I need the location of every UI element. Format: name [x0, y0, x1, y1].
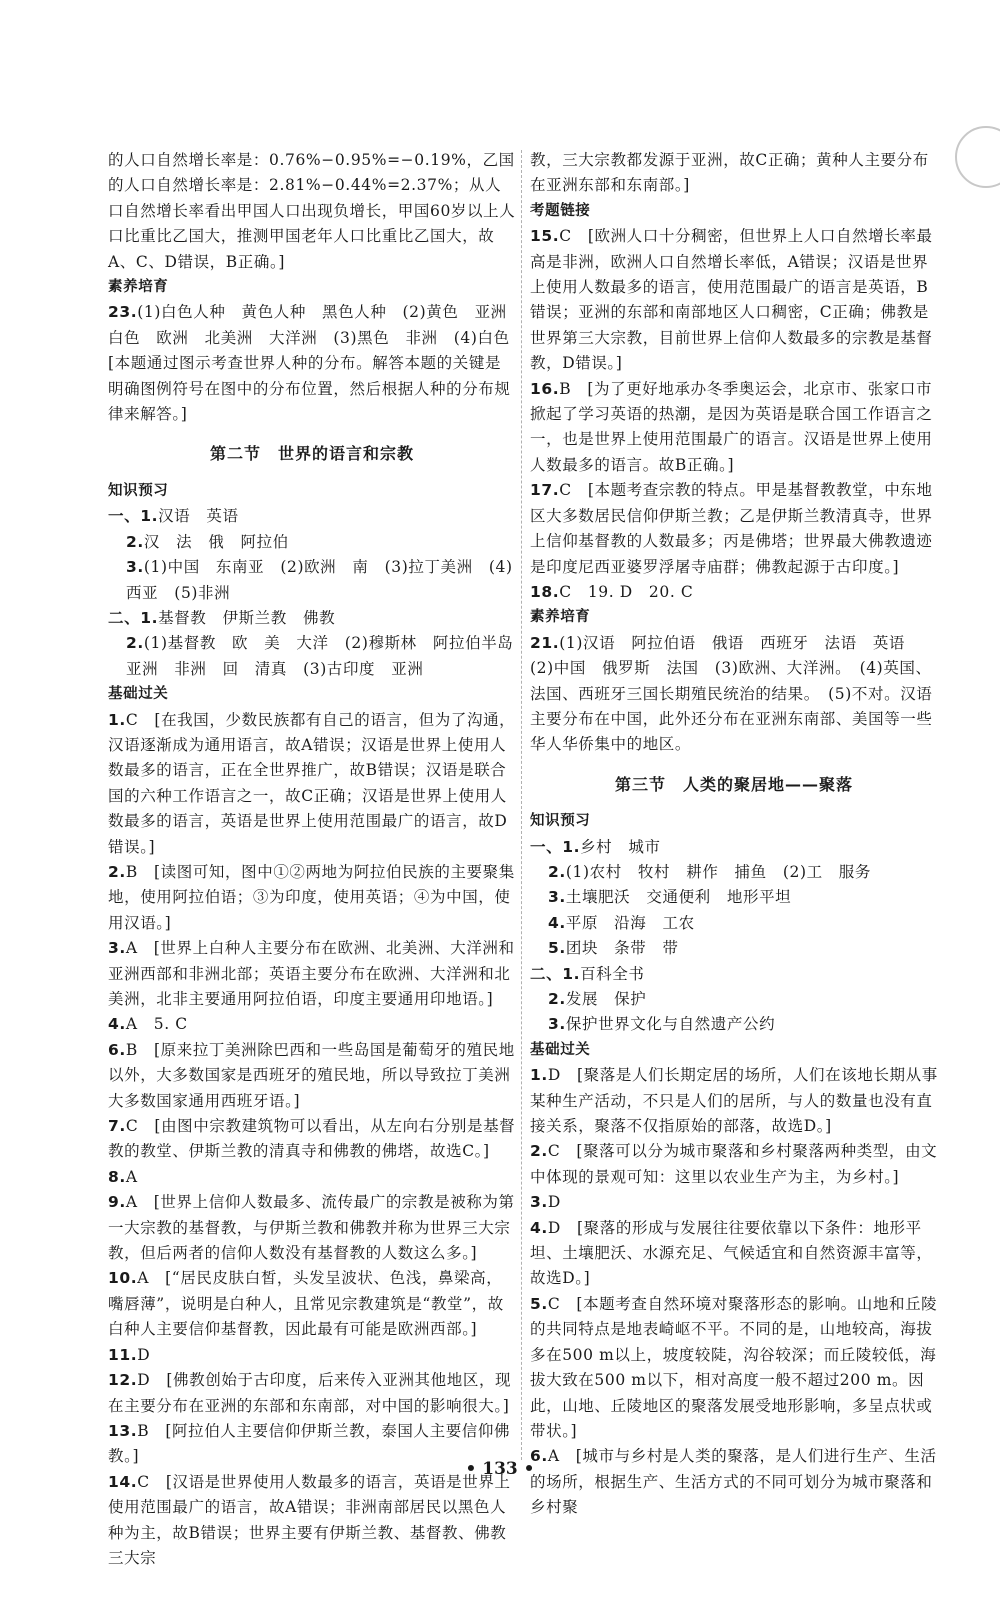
item-text: 团块 条带 带	[565, 939, 679, 958]
item-text: C [汉语是世界使用人数最多的语言，英语是世界上使用范围最广的语言，故A错误；非洲南部居民以黑色人种为主，故B错误；世界主要有伊斯兰教、基督教、佛教三大宗	[108, 1472, 511, 1567]
item-number: 3.	[530, 1193, 548, 1212]
item-number: 3.	[108, 939, 126, 958]
answer-item	[530, 936, 938, 961]
item-number: 1.	[530, 1066, 548, 1085]
answer-item	[530, 860, 938, 885]
item-number: 18.	[530, 582, 560, 601]
answer-item	[108, 504, 516, 529]
answer-item	[530, 1190, 938, 1215]
subsection-heading: 基础过关	[530, 1041, 591, 1058]
answer-item	[108, 936, 516, 1012]
answer-item	[108, 1470, 516, 1572]
item-number: 4.	[548, 913, 566, 932]
item-number: 6.	[108, 1040, 126, 1059]
answer-item	[530, 987, 938, 1012]
answer-item	[530, 1216, 938, 1292]
item-number: 21.	[530, 633, 560, 652]
item-number: 23.	[108, 303, 138, 322]
item-number: 13.	[108, 1421, 138, 1440]
item-text: C [聚落可以分为城市聚落和乡村聚落两种类型，由文中体现的景观可知：这里以农业生产为主，为乡村。]	[530, 1142, 938, 1186]
section-title: 第三节 人类的聚居地——聚落	[614, 774, 853, 794]
item-number: 2.	[126, 532, 144, 551]
answer-item	[108, 708, 516, 860]
item-number: 9.	[108, 1193, 126, 1212]
answer-item	[530, 377, 938, 479]
item-text: B [为了更好地承办冬季奥运会，北京市、张家口市掀起了学习英语的热潮，是因为英语是联合国工作语言之一，也是世界上使用范围最广的语言。汉语是世界上使用人数最多的语言。故B正确。]	[530, 379, 933, 474]
item-number: 二、1.	[530, 964, 581, 983]
item-number: 12.	[108, 1371, 138, 1390]
item-text: (1)白色人种 黄色人种 黑色人种 (2)黄色 亚洲 白色 欧洲 北美洲 大洋洲 (3)黑色 非洲 (4)白色	[108, 303, 523, 347]
section-title: 第二节 世界的语言和宗教	[209, 444, 414, 464]
item-text: B [阿拉伯人主要信仰伊斯兰教，泰国人主要信仰佛教。]	[108, 1421, 511, 1466]
item-text: C [欧洲人口十分稠密，但世界上人口自然增长率最高是非洲，欧洲人口自然增长率低，A错误；汉语是世界上使用人数最多的语言，使用范围最广的语言是英语，B错误；亚洲的东部和南部地区人口稠密，C正确；佛教是世界第三大宗教，目前世界上信仰人数最多的宗教是基督教，D错误。]	[530, 227, 933, 373]
answer-item	[108, 1114, 516, 1165]
item-text: C [由图中宗教建筑物可以看出，从左向右分别是基督教的教堂、伊斯兰教的清真寺和佛教的佛塔，故选C。]	[108, 1117, 516, 1161]
item-text: A 5. C	[125, 1015, 188, 1034]
item-number: 2.	[548, 990, 566, 1008]
answer-item	[530, 580, 938, 605]
answer-item	[108, 1343, 516, 1368]
item-number: 1.	[108, 710, 126, 729]
answer-item	[108, 631, 530, 682]
item-text: D [聚落的形成与发展往往要依靠以下条件：地形平坦、土壤肥沃、水源充足、气候适宜和自然资源丰富等，故选D。]	[530, 1218, 933, 1288]
subsection-heading: 知识预习	[530, 813, 591, 830]
answer-explanation: [本题通过图示考查世界人种的分布。解答本题的关键是明确图例符号在图中的分布位置，然后根据人种的分布规律来解答。]	[108, 354, 511, 424]
item-number: 8.	[108, 1167, 126, 1186]
item-number: 16.	[530, 379, 560, 398]
item-text: (1)基督教 欧 美 大洋 (2)穆斯林 阿拉伯半岛 亚洲 非洲 回 清真 (3)古印度 亚洲	[126, 634, 530, 678]
item-text: 平原 沿海 工农	[565, 913, 695, 932]
answer-item	[108, 530, 516, 555]
item-text: C [本题考查自然环境对聚落形态的影响。山地和丘陵的共同特点是地表崎岖不平。不同的是，山地较高，海拔多在500 m以上，坡度较陡，沟谷较深；而丘陵较低，海拔大致在500 m以下，相对高度一般不超过200 m。因此，山地、丘陵地区的聚落发展受地形影响，多呈点状或带状。]	[530, 1294, 938, 1440]
answer-item	[530, 631, 938, 758]
item-number: 14.	[108, 1472, 138, 1491]
item-text: 乡村 城市	[580, 837, 661, 856]
answer-item	[530, 885, 938, 910]
column-divider	[521, 150, 522, 1460]
answer-item	[530, 224, 938, 376]
item-number: 二、1.	[108, 608, 159, 627]
item-number: 3.	[548, 1015, 566, 1034]
item-text: 发展 保护	[565, 990, 647, 1008]
item-text: D	[547, 1193, 561, 1212]
answer-item	[108, 860, 516, 936]
item-text: A [城市与乡村是人类的聚落，是人们进行生产、生活的场所，根据生产、生活方式的不同可划分为城市聚落和乡村聚	[530, 1447, 937, 1517]
item-number: 15.	[530, 227, 560, 246]
item-number: 5.	[530, 1294, 548, 1313]
item-text: A [世界上信仰人数最多、流传最广的宗教是被称为第一大宗教的基督教，与伊斯兰教和佛教并称为世界三大宗教，但后两者的信仰人数没有基督教的人数这么多。]	[108, 1193, 515, 1263]
item-number: 10.	[108, 1269, 138, 1288]
subsection-heading: 素养培育	[530, 609, 591, 626]
answer-item	[530, 1444, 938, 1520]
answer-item	[108, 1368, 516, 1419]
item-number: 7.	[108, 1117, 126, 1136]
answer-item	[530, 1292, 938, 1444]
answer-explanation: 的人口自然增长率是：0.76%−0.95%=−0.19%，乙国的人口自然增长率是：2.81%−0.44%=2.37%；从人口自然增长率看出甲国人口出现负增长，甲国60岁以上人口比重比乙国大，推测甲国老年人口比重比乙国大，故A、C、D错误，B正确。]	[108, 151, 516, 271]
subsection-heading: 素养培育	[108, 279, 169, 296]
item-text: 汉语 英语	[158, 507, 239, 526]
page-number: • 133 •	[465, 1459, 535, 1479]
corner-stamp	[955, 126, 1000, 188]
answer-item	[108, 606, 516, 631]
item-text: D [聚落是人们长期定居的场所，人们在该地长期从事某种生产活动，不只是人们的居所，与人的数量也没有直接关系，聚落不仅指原始的部落，故选D。]	[530, 1066, 938, 1136]
item-text: 保护世界文化与自然遗产公约	[565, 1015, 776, 1034]
item-text: 土壤肥沃 交通便利 地形平坦	[565, 888, 792, 907]
item-number: 5.	[548, 939, 566, 958]
right-column	[530, 148, 938, 1521]
answer-item	[530, 1139, 938, 1190]
item-number: 2.	[548, 862, 566, 881]
answer-item	[108, 1190, 516, 1266]
item-text: (1)中国 东南亚 (2)欧洲 南 (3)拉丁美洲 (4)西亚 (5)非洲	[126, 558, 513, 602]
item-text: 百科全书	[580, 964, 645, 983]
subsection-heading: 考题链接	[530, 202, 591, 219]
item-text: C [在我国，少数民族都有自己的语言，但为了沟通，汉语逐渐成为通用语言，故A错误；汉语是世界上使用人数最多的语言，正在全世界推广，故B错误；汉语是联合国的六种工作语言之一，故C正确；汉语是世界上使用人数最多的语言，英语是世界上使用范围最广的语言，故D错误。]	[108, 710, 516, 856]
answer-explanation: 教，三大宗教都发源于亚洲，故C正确；黄种人主要分布在亚洲东部和东南部。]	[530, 151, 929, 195]
item-text: A [“居民皮肤白皙，头发呈波状、色浅，鼻梁高，嘴唇薄”，说明是白种人，且常见宗教建筑是“教堂”，故白种人主要信仰基督教，因此最有可能是欧洲西部。]	[108, 1269, 504, 1339]
answer-item	[108, 1012, 516, 1037]
answer-item	[108, 555, 516, 606]
subsection-heading: 基础过关	[108, 686, 169, 703]
answer-item	[108, 300, 523, 351]
item-number: 11.	[108, 1345, 138, 1364]
item-text: D	[137, 1345, 151, 1364]
item-number: 3.	[548, 888, 566, 907]
item-number: 6.	[530, 1447, 548, 1466]
item-text: C 19. D 20. C	[559, 582, 694, 601]
answer-item	[530, 911, 938, 936]
item-text: (1)农村 牧村 耕作 捕鱼 (2)工 服务	[565, 862, 871, 881]
answer-item	[108, 1165, 516, 1190]
item-number: 2.	[530, 1142, 548, 1161]
answer-item	[108, 1266, 516, 1342]
answer-item	[530, 1012, 938, 1037]
item-text: 汉 法 俄 阿拉伯	[143, 532, 289, 551]
item-number: 2.	[108, 862, 126, 881]
item-text: A [世界上白种人主要分布在欧洲、北美洲、大洋洲和亚洲西部和非洲北部；英语主要分布在欧洲、大洋洲和北美洲，北非主要通用阿拉伯语，印度主要通用印地语。]	[108, 939, 515, 1008]
item-number: 17.	[530, 481, 560, 500]
answer-item	[108, 1038, 516, 1114]
item-number: 一、1.	[530, 837, 581, 856]
item-text: B [读图可知，图中①②两地为阿拉伯民族的主要聚集地，使用阿拉伯语；③为印度，使用英语；④为中国，使用汉语。]	[108, 862, 515, 932]
item-number: 一、1.	[108, 507, 159, 526]
item-text: C [本题考查宗教的特点。甲是基督教教堂，中东地区大多数居民信仰伊斯兰教；乙是伊斯兰教清真寺，世界上信仰基督教的人数最多；丙是佛塔；世界最大佛教遗迹是印度尼西亚婆罗浮屠寺庙群；佛教起源于古印度。]	[530, 481, 933, 576]
item-text: (1)汉语 阿拉伯语 俄语 西班牙 法语 英语 (2)中国 俄罗斯 法国 (3)欧洲、大洋洲。 (4)英国、法国、西班牙三国长期殖民统治的结果。 (5)不对。汉语主要分布在中国，此外还分布在亚洲东南部、美国等一些华人华侨集中的地区。	[530, 633, 933, 754]
left-column	[108, 148, 530, 1571]
answer-item	[530, 962, 938, 987]
answer-item	[530, 835, 938, 860]
item-number: 4.	[108, 1015, 126, 1034]
item-text: A	[125, 1167, 138, 1186]
item-text: D [佛教创始于古印度，后来传入亚洲其他地区，现在主要分布在亚洲的东部和东南部，对中国的影响很大。]	[108, 1371, 512, 1415]
item-number: 4.	[530, 1218, 548, 1237]
item-text: B [原来拉丁美洲除巴西和一些岛国是葡萄牙的殖民地以外，大多数国家是西班牙的殖民地，所以导致拉丁美洲大多数国家通用西班牙语。]	[108, 1040, 515, 1110]
subsection-heading: 知识预习	[108, 482, 169, 499]
item-number: 2.	[126, 634, 144, 653]
answer-item	[530, 1063, 938, 1139]
item-number: 3.	[126, 558, 144, 577]
item-text: 基督教 伊斯兰教 佛教	[158, 608, 336, 627]
answer-item	[530, 478, 938, 580]
